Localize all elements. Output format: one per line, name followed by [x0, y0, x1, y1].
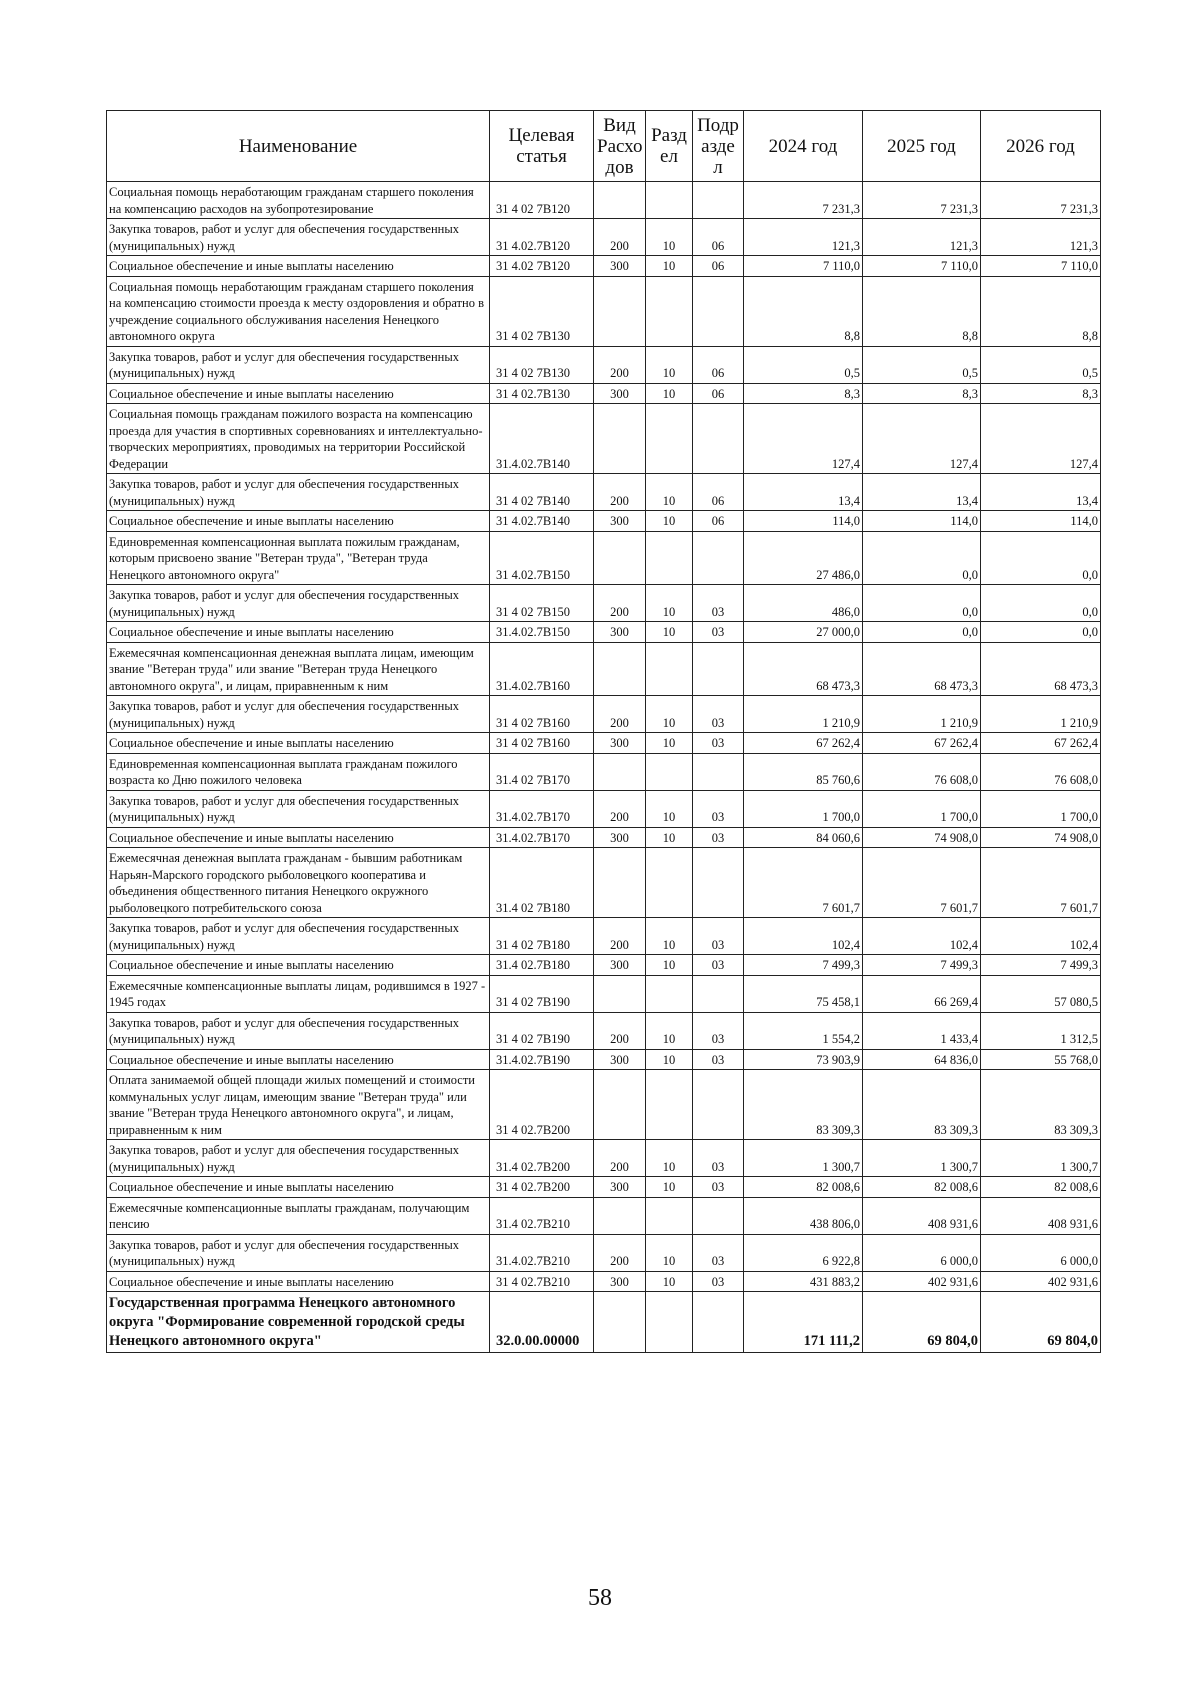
cell-y2024: 85 760,6: [744, 753, 863, 790]
cell-razdel: 10: [646, 622, 693, 643]
table-body: [107, 182, 1101, 1353]
cell-vid: 200: [594, 474, 646, 511]
cell-podrazdel: 03: [693, 1140, 744, 1177]
cell-razdel: 10: [646, 827, 693, 848]
cell-y2026: 8,3: [981, 383, 1101, 404]
cell-y2025: 67 262,4: [863, 733, 981, 754]
table-row: [107, 918, 1101, 955]
cell-name: Социальная помощь гражданам пожилого возраста на компенсацию проезда для участия в спортивных соревнованиях и интеллектуально-творческих мероприятиях, проводимых на территории Российской Федерации: [107, 404, 490, 474]
cell-y2025: 127,4: [863, 404, 981, 474]
table-row: [107, 1012, 1101, 1049]
cell-vid: [594, 1197, 646, 1234]
cell-name: Социальная помощь неработающим гражданам старшего поколения на компенсацию стоимости проезда к месту оздоровления и обратно в учреждение социального обслуживания населения Ненецкого автономного округа: [107, 276, 490, 346]
cell-article: 31 4.02.7В140: [490, 511, 594, 532]
cell-article: 31 4.02 7В120: [490, 256, 594, 277]
cell-article: 31.4.02.7В170: [490, 827, 594, 848]
cell-y2024: 8,3: [744, 383, 863, 404]
cell-razdel: [646, 975, 693, 1012]
cell-article: 31.4.02.7В140: [490, 404, 594, 474]
cell-article: 31 4 02 7В190: [490, 975, 594, 1012]
cell-y2024: 84 060,6: [744, 827, 863, 848]
cell-y2026: 7 601,7: [981, 848, 1101, 918]
cell-razdel: [646, 642, 693, 696]
cell-podrazdel: [693, 1197, 744, 1234]
table-row: [107, 219, 1101, 256]
cell-y2024: 102,4: [744, 918, 863, 955]
budget-table: [106, 110, 1101, 1353]
cell-podrazdel: [693, 276, 744, 346]
cell-vid: [594, 404, 646, 474]
cell-article: 31 4 02.7В200: [490, 1070, 594, 1140]
cell-razdel: [646, 531, 693, 585]
cell-article: 31 4 02 7В160: [490, 733, 594, 754]
cell-name: Социальное обеспечение и иные выплаты населению: [107, 1049, 490, 1070]
cell-article: 31 4 02 7В130: [490, 276, 594, 346]
cell-vid: [594, 642, 646, 696]
cell-y2026: 67 262,4: [981, 733, 1101, 754]
cell-name: Ежемесячные компенсационные выплаты лицам, родившимся в 1927 - 1945 годах: [107, 975, 490, 1012]
cell-y2024: 1 554,2: [744, 1012, 863, 1049]
header-2024: 2024 год: [744, 111, 863, 182]
table-row: [107, 474, 1101, 511]
cell-vid: [594, 276, 646, 346]
cell-razdel: 10: [646, 1012, 693, 1049]
cell-razdel: 10: [646, 1140, 693, 1177]
cell-name: Закупка товаров, работ и услуг для обеспечения государственных (муниципальных) нужд: [107, 1012, 490, 1049]
cell-y2025: 8,8: [863, 276, 981, 346]
cell-name: Социальная помощь неработающим гражданам старшего поколения на компенсацию расходов на зубопротезирование: [107, 182, 490, 219]
cell-vid: 300: [594, 622, 646, 643]
cell-name: Ежемесячная компенсационная денежная выплата лицам, имеющим звание "Ветеран труда" или звание "Ветеран труда Ненецкого автономного округа", и лицам, приравненным к ним: [107, 642, 490, 696]
cell-vid: 200: [594, 790, 646, 827]
cell-razdel: [646, 182, 693, 219]
cell-article: 31.4.02.7В210: [490, 1234, 594, 1271]
cell-podrazdel: 06: [693, 219, 744, 256]
cell-razdel: 10: [646, 383, 693, 404]
cell-y2025: 0,0: [863, 622, 981, 643]
cell-y2025: 76 608,0: [863, 753, 981, 790]
cell-y2024: 68 473,3: [744, 642, 863, 696]
cell-y2024: 486,0: [744, 585, 863, 622]
header-2025: 2025 год: [863, 111, 981, 182]
table-row: [107, 1197, 1101, 1234]
cell-name: Социальное обеспечение и иные выплаты населению: [107, 955, 490, 976]
cell-vid: 200: [594, 1012, 646, 1049]
cell-vid: [594, 753, 646, 790]
cell-podrazdel: [693, 642, 744, 696]
cell-razdel: 10: [646, 219, 693, 256]
cell-razdel: [646, 404, 693, 474]
cell-razdel: 10: [646, 696, 693, 733]
header-podrazdel: Подр азде л: [693, 111, 744, 182]
header-razdel: Разд ел: [646, 111, 693, 182]
table-row: [107, 585, 1101, 622]
cell-name: Социальное обеспечение и иные выплаты населению: [107, 511, 490, 532]
cell-y2025: 7 601,7: [863, 848, 981, 918]
table-row: [107, 511, 1101, 532]
header-vid: Вид Расхо дов: [594, 111, 646, 182]
cell-razdel: 10: [646, 256, 693, 277]
cell-y2024: 82 008,6: [744, 1177, 863, 1198]
cell-razdel: 10: [646, 790, 693, 827]
cell-name: Социальное обеспечение и иные выплаты населению: [107, 1271, 490, 1292]
cell-y2025: 1 300,7: [863, 1140, 981, 1177]
cell-y2026: 7 110,0: [981, 256, 1101, 277]
cell-article: 31.4 02.7В180: [490, 955, 594, 976]
cell-razdel: 10: [646, 1049, 693, 1070]
page-number: 58: [588, 1585, 612, 1611]
cell-name: Закупка товаров, работ и услуг для обеспечения государственных (муниципальных) нужд: [107, 346, 490, 383]
cell-y2024: 121,3: [744, 219, 863, 256]
table-row: [107, 827, 1101, 848]
header-article: Целевая статья: [490, 111, 594, 182]
cell-podrazdel: [693, 975, 744, 1012]
cell-vid: [594, 975, 646, 1012]
cell-podrazdel: 03: [693, 1177, 744, 1198]
table-row: [107, 848, 1101, 918]
header-2026: 2026 год: [981, 111, 1101, 182]
cell-razdel: 10: [646, 346, 693, 383]
cell-y2024: 1 210,9: [744, 696, 863, 733]
cell-podrazdel: 03: [693, 1234, 744, 1271]
cell-name: Закупка товаров, работ и услуг для обеспечения государственных (муниципальных) нужд: [107, 696, 490, 733]
cell-y2026: 13,4: [981, 474, 1101, 511]
cell-razdel: [646, 276, 693, 346]
cell-y2026: 0,0: [981, 531, 1101, 585]
cell-y2024: 75 458,1: [744, 975, 863, 1012]
table-row: [107, 276, 1101, 346]
cell-razdel: 10: [646, 733, 693, 754]
cell-razdel: 10: [646, 474, 693, 511]
cell-y2024: 431 883,2: [744, 1271, 863, 1292]
cell-vid: 200: [594, 219, 646, 256]
cell-vid: [594, 1292, 646, 1353]
cell-vid: [594, 1070, 646, 1140]
cell-y2026: 6 000,0: [981, 1234, 1101, 1271]
cell-y2026: 69 804,0: [981, 1292, 1101, 1353]
cell-article: 31 4.02.7В150: [490, 531, 594, 585]
cell-y2026: 127,4: [981, 404, 1101, 474]
cell-y2024: 0,5: [744, 346, 863, 383]
cell-y2026: 408 931,6: [981, 1197, 1101, 1234]
cell-y2024: 7 110,0: [744, 256, 863, 277]
cell-y2026: 0,5: [981, 346, 1101, 383]
header-name: Наименование: [107, 111, 490, 182]
cell-article: 31 4 02 7В160: [490, 696, 594, 733]
cell-y2026: 82 008,6: [981, 1177, 1101, 1198]
cell-article: 31 4 02 7В150: [490, 585, 594, 622]
cell-y2025: 68 473,3: [863, 642, 981, 696]
cell-y2025: 1 700,0: [863, 790, 981, 827]
cell-y2024: 7 601,7: [744, 848, 863, 918]
cell-y2025: 1 210,9: [863, 696, 981, 733]
cell-y2025: 6 000,0: [863, 1234, 981, 1271]
cell-y2026: 114,0: [981, 511, 1101, 532]
table-row: [107, 733, 1101, 754]
cell-razdel: [646, 1292, 693, 1353]
cell-name: Социальное обеспечение и иные выплаты населению: [107, 622, 490, 643]
cell-y2025: 7 231,3: [863, 182, 981, 219]
cell-article: 31.4.02.7В190: [490, 1049, 594, 1070]
cell-y2025: 66 269,4: [863, 975, 981, 1012]
table-row: [107, 790, 1101, 827]
cell-vid: 300: [594, 827, 646, 848]
cell-y2025: 83 309,3: [863, 1070, 981, 1140]
table-row: [107, 975, 1101, 1012]
cell-vid: 200: [594, 346, 646, 383]
cell-y2024: 438 806,0: [744, 1197, 863, 1234]
table-row: [107, 1140, 1101, 1177]
cell-podrazdel: 03: [693, 790, 744, 827]
cell-y2026: 1 312,5: [981, 1012, 1101, 1049]
cell-vid: [594, 531, 646, 585]
cell-podrazdel: 03: [693, 1271, 744, 1292]
table-row: [107, 1292, 1101, 1353]
cell-article: 31.4 02.7В210: [490, 1197, 594, 1234]
cell-article: 31 4 02 7В140: [490, 474, 594, 511]
cell-vid: 300: [594, 1177, 646, 1198]
cell-vid: 300: [594, 955, 646, 976]
cell-y2026: 102,4: [981, 918, 1101, 955]
cell-podrazdel: [693, 1070, 744, 1140]
cell-razdel: [646, 1197, 693, 1234]
cell-y2024: 13,4: [744, 474, 863, 511]
table-row: [107, 1049, 1101, 1070]
cell-y2025: 7 110,0: [863, 256, 981, 277]
cell-vid: 200: [594, 696, 646, 733]
cell-podrazdel: 06: [693, 256, 744, 277]
table-row: [107, 622, 1101, 643]
cell-y2024: 127,4: [744, 404, 863, 474]
cell-vid: 300: [594, 511, 646, 532]
cell-article: 31 4 02.7В200: [490, 1177, 594, 1198]
cell-y2026: 1 210,9: [981, 696, 1101, 733]
cell-name: Ежемесячные компенсационные выплаты гражданам, получающим пенсию: [107, 1197, 490, 1234]
cell-name: Социальное обеспечение и иные выплаты населению: [107, 383, 490, 404]
cell-y2025: 102,4: [863, 918, 981, 955]
cell-article: 31 4 02 7В180: [490, 918, 594, 955]
cell-vid: [594, 182, 646, 219]
cell-article: 31 4 02 7В190: [490, 1012, 594, 1049]
cell-podrazdel: 03: [693, 696, 744, 733]
cell-y2026: 57 080,5: [981, 975, 1101, 1012]
cell-y2025: 8,3: [863, 383, 981, 404]
cell-y2025: 74 908,0: [863, 827, 981, 848]
cell-vid: 300: [594, 256, 646, 277]
cell-podrazdel: 03: [693, 622, 744, 643]
cell-podrazdel: [693, 1292, 744, 1353]
cell-vid: 200: [594, 1140, 646, 1177]
cell-article: 31 4 02.7В130: [490, 383, 594, 404]
cell-razdel: 10: [646, 918, 693, 955]
cell-y2024: 73 903,9: [744, 1049, 863, 1070]
cell-podrazdel: 06: [693, 511, 744, 532]
table-row: [107, 753, 1101, 790]
table-row: [107, 642, 1101, 696]
cell-razdel: [646, 753, 693, 790]
document-page: [106, 110, 1100, 1353]
cell-name: Единовременная компенсационная выплата пожилым гражданам, которым присвоено звание "Ветеран труда", "Ветеран труда Ненецкого автономного округа": [107, 531, 490, 585]
cell-article: 31 4 02 7В130: [490, 346, 594, 383]
cell-article: 31 4.02.7В120: [490, 219, 594, 256]
cell-y2025: 0,0: [863, 531, 981, 585]
cell-vid: 300: [594, 383, 646, 404]
cell-article: 31 4 02.7В210: [490, 1271, 594, 1292]
cell-y2026: 0,0: [981, 622, 1101, 643]
cell-y2025: 0,0: [863, 585, 981, 622]
cell-y2026: 0,0: [981, 585, 1101, 622]
cell-y2024: 1 700,0: [744, 790, 863, 827]
cell-y2024: 67 262,4: [744, 733, 863, 754]
table-row: [107, 1177, 1101, 1198]
cell-podrazdel: [693, 182, 744, 219]
table-row: [107, 346, 1101, 383]
table-row: [107, 1070, 1101, 1140]
cell-y2026: 74 908,0: [981, 827, 1101, 848]
cell-y2026: 7 499,3: [981, 955, 1101, 976]
cell-article: 32.0.00.00000: [490, 1292, 594, 1353]
cell-name: Закупка товаров, работ и услуг для обеспечения государственных (муниципальных) нужд: [107, 219, 490, 256]
cell-y2026: 55 768,0: [981, 1049, 1101, 1070]
table-row: [107, 1271, 1101, 1292]
cell-vid: 200: [594, 918, 646, 955]
cell-y2024: 83 309,3: [744, 1070, 863, 1140]
cell-name: Оплата занимаемой общей площади жилых помещений и стоимости коммунальных услуг лицам, имеющим звание "Ветеран труда" или звание "Ветеран труда Ненецкого автономного округа", и лицам, приравненным к ним: [107, 1070, 490, 1140]
cell-podrazdel: 06: [693, 383, 744, 404]
cell-vid: 200: [594, 585, 646, 622]
table-row: [107, 256, 1101, 277]
cell-podrazdel: [693, 753, 744, 790]
cell-podrazdel: 03: [693, 1049, 744, 1070]
cell-name: Единовременная компенсационная выплата гражданам пожилого возраста ко Дню пожилого человека: [107, 753, 490, 790]
cell-y2025: 114,0: [863, 511, 981, 532]
cell-article: 31.4 02 7В170: [490, 753, 594, 790]
cell-podrazdel: 06: [693, 474, 744, 511]
cell-name: Закупка товаров, работ и услуг для обеспечения государственных (муниципальных) нужд: [107, 790, 490, 827]
table-row: [107, 182, 1101, 219]
cell-article: 31.4 02 7В180: [490, 848, 594, 918]
cell-y2026: 1 700,0: [981, 790, 1101, 827]
cell-razdel: [646, 1070, 693, 1140]
cell-y2026: 83 309,3: [981, 1070, 1101, 1140]
cell-razdel: 10: [646, 1271, 693, 1292]
cell-y2024: 27 000,0: [744, 622, 863, 643]
cell-razdel: 10: [646, 1177, 693, 1198]
cell-name: Закупка товаров, работ и услуг для обеспечения государственных (муниципальных) нужд: [107, 474, 490, 511]
table-row: [107, 955, 1101, 976]
cell-vid: [594, 848, 646, 918]
cell-y2024: 7 231,3: [744, 182, 863, 219]
cell-razdel: 10: [646, 1234, 693, 1271]
cell-y2026: 1 300,7: [981, 1140, 1101, 1177]
cell-vid: 300: [594, 733, 646, 754]
cell-y2025: 1 433,4: [863, 1012, 981, 1049]
cell-name: Социальное обеспечение и иные выплаты населению: [107, 256, 490, 277]
cell-vid: 300: [594, 1049, 646, 1070]
cell-podrazdel: [693, 404, 744, 474]
cell-podrazdel: 03: [693, 733, 744, 754]
cell-podrazdel: 03: [693, 918, 744, 955]
cell-y2025: 402 931,6: [863, 1271, 981, 1292]
cell-name: Социальное обеспечение и иные выплаты населению: [107, 1177, 490, 1198]
cell-y2024: 7 499,3: [744, 955, 863, 976]
cell-y2024: 27 486,0: [744, 531, 863, 585]
cell-name: Государственная программа Ненецкого автономного округа "Формирование современной городской среды Ненецкого автономного округа": [107, 1292, 490, 1353]
cell-name: Закупка товаров, работ и услуг для обеспечения государственных (муниципальных) нужд: [107, 1234, 490, 1271]
cell-razdel: [646, 848, 693, 918]
cell-y2024: 6 922,8: [744, 1234, 863, 1271]
cell-podrazdel: 06: [693, 346, 744, 383]
cell-podrazdel: 03: [693, 955, 744, 976]
table-row: [107, 531, 1101, 585]
cell-vid: 300: [594, 1271, 646, 1292]
cell-y2026: 8,8: [981, 276, 1101, 346]
cell-razdel: 10: [646, 511, 693, 532]
cell-razdel: 10: [646, 585, 693, 622]
cell-y2026: 7 231,3: [981, 182, 1101, 219]
cell-name: Социальное обеспечение и иные выплаты населению: [107, 827, 490, 848]
table-row: [107, 383, 1101, 404]
cell-y2025: 13,4: [863, 474, 981, 511]
table-row: [107, 696, 1101, 733]
cell-y2025: 0,5: [863, 346, 981, 383]
cell-podrazdel: 03: [693, 1012, 744, 1049]
cell-y2024: 1 300,7: [744, 1140, 863, 1177]
cell-y2026: 68 473,3: [981, 642, 1101, 696]
cell-y2024: 8,8: [744, 276, 863, 346]
cell-y2025: 121,3: [863, 219, 981, 256]
cell-podrazdel: [693, 848, 744, 918]
cell-podrazdel: [693, 531, 744, 585]
cell-y2026: 402 931,6: [981, 1271, 1101, 1292]
cell-y2024: 114,0: [744, 511, 863, 532]
cell-y2025: 64 836,0: [863, 1049, 981, 1070]
cell-vid: 200: [594, 1234, 646, 1271]
cell-y2025: 7 499,3: [863, 955, 981, 976]
cell-article: 31.4.02.7В150: [490, 622, 594, 643]
table-row: [107, 404, 1101, 474]
cell-article: 31.4 02.7В200: [490, 1140, 594, 1177]
cell-podrazdel: 03: [693, 585, 744, 622]
cell-y2024: 171 111,2: [744, 1292, 863, 1353]
cell-y2026: 121,3: [981, 219, 1101, 256]
cell-article: 31.4.02.7В160: [490, 642, 594, 696]
cell-name: Закупка товаров, работ и услуг для обеспечения государственных (муниципальных) нужд: [107, 585, 490, 622]
cell-y2026: 76 608,0: [981, 753, 1101, 790]
cell-article: 31.4.02.7В170: [490, 790, 594, 827]
cell-name: Социальное обеспечение и иные выплаты населению: [107, 733, 490, 754]
cell-article: 31 4 02 7В120: [490, 182, 594, 219]
cell-podrazdel: 03: [693, 827, 744, 848]
cell-y2025: 408 931,6: [863, 1197, 981, 1234]
cell-name: Ежемесячная денежная выплата гражданам - бывшим работникам Нарьян-Марского городского рыболовецкого кооператива и объединения общественного питания Ненецкого окружного рыболовецкого потребительского союза: [107, 848, 490, 918]
cell-y2025: 82 008,6: [863, 1177, 981, 1198]
table-row: [107, 1234, 1101, 1271]
cell-razdel: 10: [646, 955, 693, 976]
cell-name: Закупка товаров, работ и услуг для обеспечения государственных (муниципальных) нужд: [107, 1140, 490, 1177]
table-header-row: [107, 111, 1101, 182]
cell-name: Закупка товаров, работ и услуг для обеспечения государственных (муниципальных) нужд: [107, 918, 490, 955]
cell-y2025: 69 804,0: [863, 1292, 981, 1353]
